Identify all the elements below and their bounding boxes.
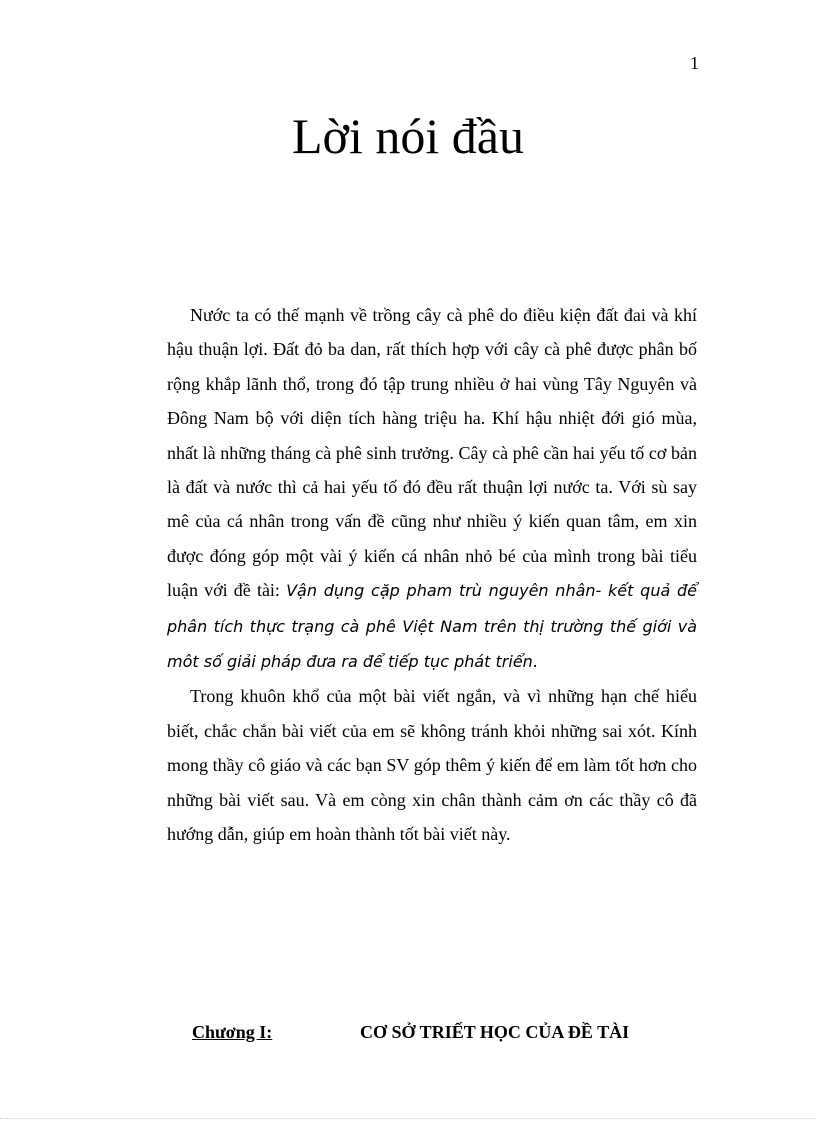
chapter-title: CƠ SỞ TRIẾT HỌC CỦA ĐỀ TÀI xyxy=(360,1022,630,1042)
chapter-label: Chương I: xyxy=(192,1022,273,1042)
page-title: Lời nói đầu xyxy=(292,108,524,164)
paragraph-1-topic: Vận dụng cặp pham trù nguyên nhân- kết quả để phân tích thực trạng cà phê Việt Nam trên thị trường thế giới và môt số giải pháp đưa ra để tiếp tục phát triển xyxy=(167,581,697,672)
paragraph-2 xyxy=(167,679,697,851)
page-number: 1 xyxy=(690,53,699,73)
page-bottom-rule xyxy=(0,1118,816,1119)
paragraph-1-text: Nước ta có thế mạnh về trồng cây cà phê do điều kiện đất đai và khí hậu thuận lợi. Đất đỏ ba dan, rất thích hợp với cây cà phê được phân bố rộng khắp lãnh thổ, trong đó tập trung nhiều ở hai vùng Tây Nguyên và Đông Nam bộ với diện tích hàng triệu ha. Khí hậu nhiệt đới gió mùa, nhất là những tháng cà phê sinh trưởng. Cây cà phê cần hai yếu tố cơ bản là đất và nước thì cả hai yếu tố đó đều rất thuận lợi nước ta. Với sù say mê của cá nhân trong vấn đề cũng như nhiều ý kiến quan tâm, em xin được đóng góp một vài ý kiến cá nhân nhỏ bé của mình trong bài tiểu luận với đề tài: xyxy=(167,305,697,601)
chapter-heading xyxy=(192,1020,272,1044)
paragraph-1 xyxy=(167,298,697,679)
body-text xyxy=(167,298,697,852)
paragraph-1-tail: . xyxy=(532,651,538,672)
paragraph-2-text: Trong khuôn khổ của một bài viết ngắn, và vì những hạn chế hiểu biết, chắc chắn bài viết của em sẽ không tránh khỏi những sai xót. Kính mong thầy cô giáo và các bạn SV góp thêm ý kiến để em làm tốt hơn cho những bài viết sau. Và em còng xin chân thành cảm ơn các thầy cô đã hướng dẫn, giúp em hoàn thành tốt bài viết này. xyxy=(167,686,697,845)
